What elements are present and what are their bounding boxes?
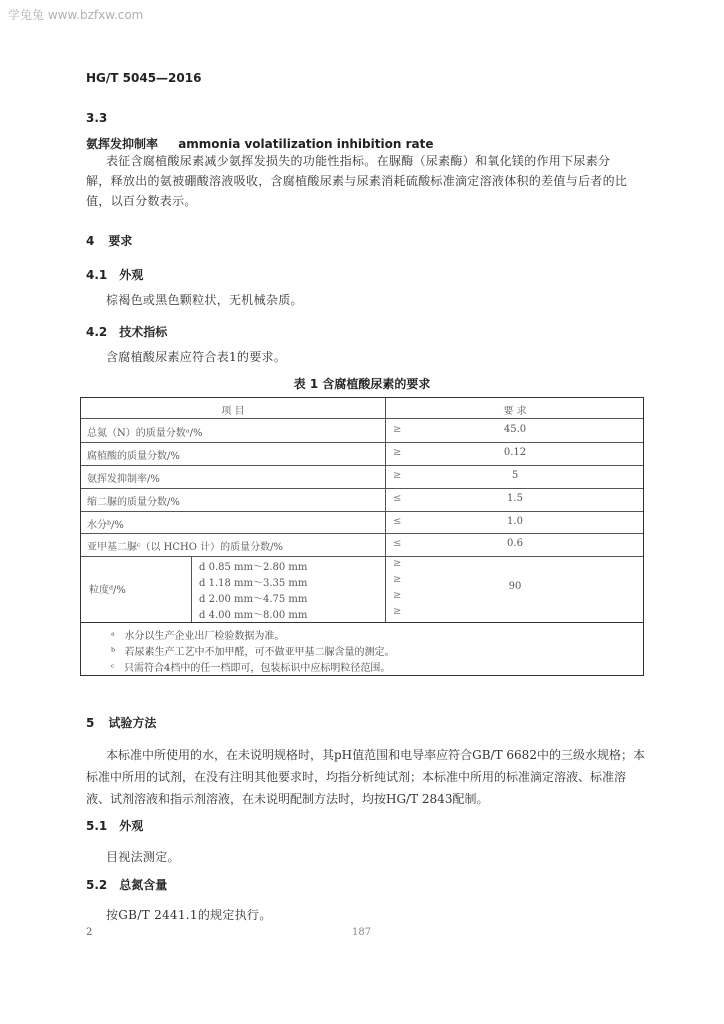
table-row-comparator: ≤ <box>393 516 402 527</box>
section-5-2-title: 总氮含量 <box>119 878 168 892</box>
table-row-comparator: ≤ <box>393 538 402 549</box>
table-row-comparator: ≥ <box>393 424 402 435</box>
table-row-item: 氨挥发抑制率/% <box>87 474 160 485</box>
granularity-divider <box>191 556 192 622</box>
table-row-item: 亚甲基二脲ᶜ（以 HCHO 计）的质量分数/% <box>87 542 283 553</box>
section-4-2-text: 含腐植酸尿素应符合表1的要求。 <box>106 350 287 364</box>
table-note-mark: ᵃ <box>111 631 115 642</box>
granularity-comparator: ≥ <box>393 574 402 585</box>
table-rule <box>81 465 643 466</box>
granularity-range: d 4.00 mm～8.00 mm <box>199 610 308 621</box>
table-rule <box>81 488 643 489</box>
table-note <box>111 659 390 674</box>
table-row-value: 0.12 <box>503 447 527 458</box>
table-note-text: 若尿素生产工艺中不加甲醛，可不做亚甲基二脲含量的测定。 <box>124 647 395 658</box>
table-rule <box>81 622 643 623</box>
section-4-2-heading <box>86 323 167 340</box>
granularity-range: d 0.85 mm～2.80 mm <box>199 562 308 573</box>
table-note-mark: ᶜ <box>111 663 115 674</box>
table-row-value: 0.6 <box>507 538 523 549</box>
table-note-mark: ᵇ <box>111 647 115 658</box>
granularity-range: d 1.18 mm～3.35 mm <box>199 578 308 589</box>
granularity-comparator: ≥ <box>393 606 402 617</box>
section-4-heading <box>86 232 132 249</box>
section-5-number: 5 <box>86 716 95 730</box>
page-number: 2 <box>86 927 93 938</box>
table-note-text: 只需符合4档中的任一档即可，包装标识中应标明粒径范围。 <box>124 663 391 674</box>
table-rule <box>81 556 643 557</box>
section-4-number: 4 <box>86 234 95 248</box>
table-row-item: 腐植酸的质量分数/% <box>87 451 180 462</box>
granularity-range: d 2.00 mm～4.75 mm <box>199 594 308 605</box>
section-4-2-number: 4.2 <box>86 325 108 339</box>
definition-line-3: 值，以百分数表示。 <box>86 194 197 208</box>
requirements-table <box>80 397 644 676</box>
table-row-comparator: ≤ <box>393 493 402 504</box>
section-4-1-number: 4.1 <box>86 268 108 282</box>
term-zh: 氨挥发抑制率 <box>86 137 159 151</box>
table-note <box>111 627 284 642</box>
table-header-item: 项 目 <box>221 406 245 417</box>
section-5-text: 本标准中所使用的水，在未说明规格时，其pH值范围和电导率应符合GB/T 6682中的三级水规格；本标准中所用的试剂，在没有注明其他要求时，均指分析纯试剂；本标准中所用的标准滴定溶液、标准溶液、试剂溶液和指示剂溶液，在未说明配制方法时，均按HG/T 2843配制。 <box>86 748 645 806</box>
table-row-value: 1.5 <box>507 493 523 504</box>
section-5-2-heading <box>86 876 167 893</box>
section-4-1-heading <box>86 266 143 283</box>
section-5-2-number: 5.2 <box>86 878 108 892</box>
table-rule <box>81 418 643 419</box>
definition-line-2: 解，释放出的氨被硼酸溶液吸收，含腐植酸尿素与尿素消耗硫酸标准滴定溶液体积的差值与后者的比 <box>86 174 628 188</box>
table-row-item: 缩二脲的质量分数/% <box>87 497 180 508</box>
table-row-item: 水分ᵇ/% <box>87 520 124 531</box>
granularity-label: 粒度ᵈ/% <box>89 585 126 596</box>
granularity-value: 90 <box>508 581 522 592</box>
table-note-text: 水分以生产企业出厂检验数据为准。 <box>124 631 285 642</box>
section-4-2-title: 技术指标 <box>119 325 168 339</box>
table-row-item: 总氮（N）的质量分数ᵃ/% <box>87 428 203 439</box>
section-4-title: 要求 <box>108 234 133 248</box>
footer-center-mark: 187 <box>352 927 372 938</box>
section-5-heading <box>86 714 156 731</box>
section-5-1-title: 外观 <box>119 819 144 833</box>
document-header: HG/T 5045—2016 <box>86 71 202 85</box>
table-rule <box>81 533 643 534</box>
section-4-1-text: 棕褐色或黑色颗粒状，无机械杂质。 <box>106 293 303 307</box>
table-header-requirement: 要 求 <box>503 406 527 417</box>
granularity-comparator: ≥ <box>393 590 402 601</box>
section-4-1-title: 外观 <box>119 268 144 282</box>
table-rule <box>81 442 643 443</box>
table-row-value: 45.0 <box>503 424 527 435</box>
section-5-1-number: 5.1 <box>86 819 108 833</box>
table-note <box>111 643 395 658</box>
section-5-title: 试验方法 <box>108 716 157 730</box>
section-5-1-heading <box>86 817 143 834</box>
table-rule <box>81 511 643 512</box>
granularity-comparator: ≥ <box>393 558 402 569</box>
table-row-value: 1.0 <box>507 516 523 527</box>
term-en: ammonia volatilization inhibition rate <box>178 137 434 151</box>
table-row-comparator: ≥ <box>393 447 402 458</box>
table-row-value: 5 <box>511 470 519 481</box>
watermark: 学兔兔 www.bzfxw.com <box>8 8 144 22</box>
section-5-2-text: 按GB/T 2441.1的规定执行。 <box>106 908 272 922</box>
term-heading <box>86 133 433 152</box>
section-3-3-number: 3.3 <box>86 111 108 125</box>
section-5-1-text: 目视法测定。 <box>106 850 180 864</box>
table-caption: 表 1 含腐植酸尿素的要求 <box>293 377 431 391</box>
table-row-comparator: ≥ <box>393 470 402 481</box>
definition-line-1: 表征含腐植酸尿素减少氨挥发损失的功能性指标。在脲酶（尿素酶）和氧化镁的作用下尿素分 <box>106 154 611 168</box>
